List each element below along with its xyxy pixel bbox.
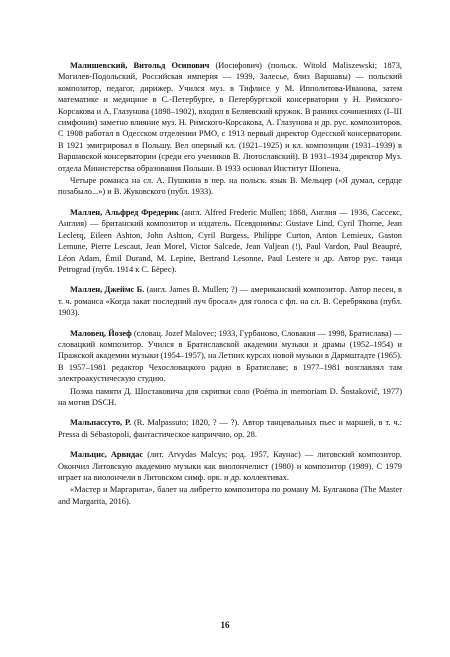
entry-headword: Маллен, Альфред Фредерик [70, 207, 179, 217]
entry-text [58, 417, 402, 440]
entry-text [58, 449, 402, 483]
entry-works: «Мастер и Маргарита», балет на либретто композитора по роману М. Булгакова (The Master and Margarita, 2016). [58, 485, 402, 506]
entry-headword: Мальпассуто, Р. [70, 418, 132, 428]
entry-headword: Маллен, Джеймс Б. [70, 285, 145, 295]
entry-body: (лит. Arvydas Malcys; род. 1957, Каунас) — литовский композитор. Окончил Литовскую академию музыки как виолончелист (1980) и композитор (1989). С 1979 играет на виолончели в Литовском симф. орк. и др. коллективах. [58, 450, 402, 482]
entry-mullen-james [58, 284, 402, 318]
entry-malpassuto [58, 417, 402, 440]
entry-malishevsky [58, 60, 402, 198]
dictionary-column [58, 60, 402, 516]
page-number: 16 [220, 620, 230, 630]
entry-body: (англ. James B. Mullen; ?) — американский композитор. Автор песен, в т. ч. романса «Когда закат последний луч бросал» для голоса с фп. на сл. В. Серебрякова (публ. 1903). [58, 285, 402, 318]
entry-mullen-alfred [58, 207, 402, 275]
entry-body: (Иосифович) (польск. Witold Maliszewski; 1873, Могилев-Подольский, Российская империя — 1939, Залесье, близ Варшавы) — польский композитор, педагог, дирижер. Учился муз. в Тифлисе у М. Ипполитова-Иванова, затем математике и медицине в С.-Петербурге, в Петербургской консерватории у Н. Римского-Корсакова и А. Глазунова (1898–1902), входил в Беляевский кружок. В ранних сочинениях (I–III симфонии) заметно влияние муз. Н. Римского-Корсакова, А. Глазунова и др. рус. композиторов. С 1908 работал в Одесском отделении РМО, с 1913 первый директор Одесской консерватории. В 1921 эмигрировал в Польшу. Вел оперный кл. (1921–1925) и кл. композиции (1931–1939) в Варшавской консерватории (среди его учеников В. Лютославский). В 1931–1934 директор Муз. отдела Министерства образования Польши. В 1933 основал Институт Шопена. [58, 61, 402, 173]
entry-malcys [58, 449, 402, 507]
entry-works: Четыре романса на сл. А. Пушкина в пер. на польск. язык В. Мельцер («Я думал, сердце позабыло...») и В. Жуковского (публ. 1933). [58, 176, 402, 197]
entry-malovec [58, 328, 402, 409]
entry-headword: Малишевский, Витольд Осипович [70, 61, 210, 70]
entry-text [58, 328, 402, 385]
entry-body: (словац. Jozef Malovec; 1933, Гурбаново, Словакия — 1998, Братислава) — словацкий композитор. Учился в Братиславской академии музыки и драмы (1952–1954) и Пражской академии музыки (1954–1957), на Летних курсах новой музыки в Дармштадте (1965). В 1957–1981 редактор Чехословацкого радио в Братиславе; в 1977–1981 возглавлял там электроакустическую студию. [58, 328, 402, 384]
entry-body: (R. Malpassuto; 1820, ? — ?). Автор танцевальных пьес и маршей, в т. ч.: Pressa di Sébastopoli, фантастическое каприччио, ор. 28. [58, 418, 402, 439]
entry-headword: Мальцис, Арвидас [70, 450, 144, 460]
entry-text [58, 60, 402, 174]
entry-text [58, 284, 402, 318]
entry-headword: Маловец, Йозеф [70, 328, 132, 338]
entry-works: Поэма памяти Д. Шостаковича для скрипки соло (Poéma in memoriam D. Šostakovič, 1977) на мотив DSCH. [58, 386, 402, 407]
entry-text [58, 207, 402, 275]
entry-body: (англ. Alfred Frederic Mullen; 1868, Англия — 1936, Сассекс, Англия) — британский композитор и издатель. Псевдонимы: Gustave Lind, Cyril Thorne, Jean Leclerq, Eileen Ashton, John Ashton, Cyril Burgess, Philippe Curton, Anton Lemieux, Gaston Lemune, Pierre Lescaut, Jean Morel, Victor Salcede, Jean Valjean (!), Paul Vardon, Paul Beaupré, Léon Adam, Émil Durand, M. Lepine, Bertrand Lesonne, Paul Lestere и др. Автор рус. танца Petrograd (публ. 1914 к С. Бёрес). [58, 207, 402, 274]
